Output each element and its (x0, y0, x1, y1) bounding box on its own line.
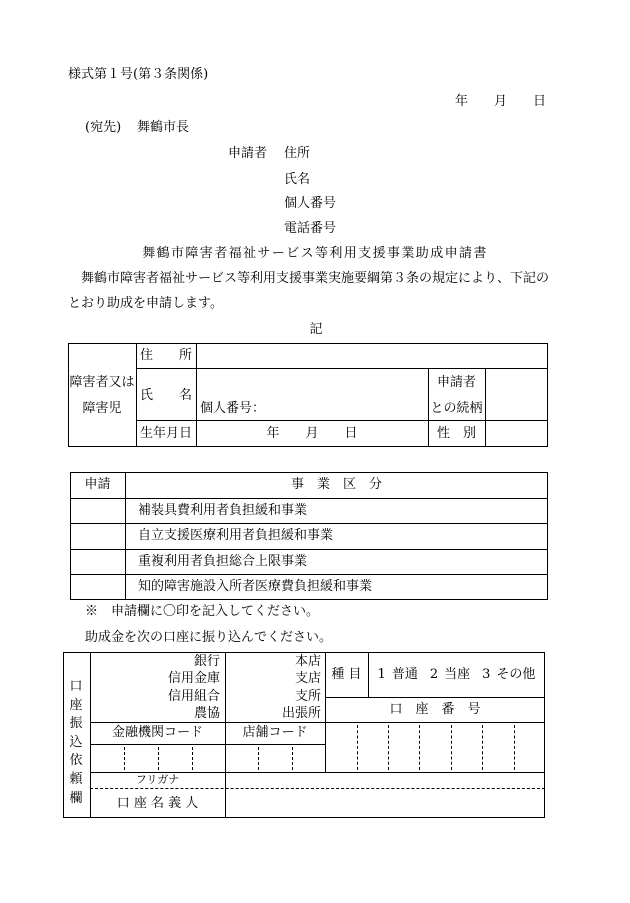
account-transfer-section-label: 口座振込依頼欄 (69, 679, 83, 806)
account-type-label: 種 目 (331, 667, 362, 682)
relationship-label-line-1: 申請者 (436, 375, 476, 390)
account-type-option-other (482, 667, 535, 683)
branch-type-head-office: 本店 (294, 654, 321, 669)
program-table (70, 472, 548, 600)
person-table (68, 343, 548, 447)
account-number-digit-box (388, 725, 419, 770)
account-number-digit-box (451, 725, 482, 770)
date-line: 年 月 日 (455, 94, 547, 109)
account-number-digit-box (326, 725, 357, 770)
account-holder-entry (226, 789, 544, 817)
divider (90, 744, 325, 745)
row-header-line-1: 障害者又は (69, 375, 135, 390)
body-line-2: とおり助成を申請します。 (68, 296, 223, 311)
account-number-digit-box (419, 725, 451, 770)
program-row (70, 574, 548, 600)
branch-code-digit-box (226, 747, 258, 770)
address-label: 住 所 (139, 348, 192, 363)
address-entry (197, 344, 547, 368)
apply-mark-cell (70, 523, 125, 549)
program-row (70, 549, 548, 574)
account-number-label: 口 座 番 号 (389, 702, 481, 717)
account-type-option-futsu (378, 667, 418, 683)
relationship-entry (486, 369, 547, 420)
furigana-entry (226, 773, 544, 788)
program-label: 補装具費利用者負担緩和事業 (138, 503, 308, 518)
apply-mark-cell (70, 498, 125, 523)
branch-type-branch: 支店 (294, 671, 321, 687)
applicant-phone-label: 電話番号 (284, 221, 337, 236)
institution-type-list (90, 653, 220, 722)
branch-code-digit-box (292, 747, 325, 770)
apply-column-header: 申請 (84, 477, 111, 492)
program-row (70, 523, 548, 549)
option-number: 1 (377, 667, 386, 682)
my-number-label: 個人番号： (200, 401, 266, 416)
institution-type-bank: 銀行 (193, 654, 220, 669)
program-label: 知的障害施設入所者医療費負担緩和事業 (138, 579, 373, 594)
bank-code-digit-box (192, 747, 225, 770)
option-label: 当座 (444, 667, 471, 682)
furigana-label: フリガナ (135, 773, 180, 786)
account-type-option-toza (430, 667, 470, 683)
birthdate-entry: 年 月 日 (266, 426, 358, 441)
bank-code-digit-box (158, 747, 192, 770)
option-label: その他 (496, 667, 536, 682)
apply-mark-cell (70, 574, 125, 600)
branch-type-agency: 出張所 (281, 705, 321, 721)
birthdate-label: 生年月日 (139, 426, 192, 441)
apply-instruction-note: ※ 申請欄に〇印を記入してください。 (85, 604, 320, 619)
form-number: 様式第１号(第３条関係) (68, 67, 209, 82)
program-row (70, 498, 548, 523)
option-number: 3 (482, 667, 491, 682)
account-number-digit-box (357, 725, 388, 770)
name-label: 氏 名 (139, 388, 192, 403)
branch-code-digit-box (258, 747, 292, 770)
account-number-digit-box (482, 725, 514, 770)
bank-code-digit-box (124, 747, 158, 770)
ki-heading: 記 (309, 322, 323, 337)
sex-label: 性 別 (436, 426, 476, 441)
institution-type-shinkin: 信用金庫 (167, 671, 220, 687)
applicant-label: 申請者 (228, 146, 268, 161)
branch-type-list (225, 653, 321, 722)
apply-mark-cell (70, 549, 125, 574)
option-number: 2 (429, 667, 439, 682)
branch-code-label: 店舗コード (242, 725, 308, 740)
institution-type-credit-union: 信用組合 (167, 688, 220, 704)
bank-code-label: 金融機関コード (111, 725, 203, 740)
program-label: 自立支援医療利用者負担緩和事業 (138, 528, 334, 543)
applicant-name-label: 氏名 (284, 172, 311, 187)
bank-code-digit-box (91, 747, 124, 770)
sex-entry (486, 421, 547, 446)
relationship-label-line-2: との続柄 (430, 401, 483, 416)
account-holder-label: 口 座 名 義 人 (116, 796, 199, 811)
bank-transfer-table (63, 652, 545, 818)
option-label: 普通 (391, 667, 418, 682)
transfer-instruction-note: 助成金を次の口座に振り込んでください。 (85, 630, 333, 645)
applicant-my-number-label: 個人番号 (284, 196, 337, 211)
addressee: 舞鶴市長 (137, 120, 190, 135)
body-line-1: 舞鶴市障害者福祉サービス等利用支援事業実施要綱第３条の規定により、下記の (68, 271, 550, 286)
row-header-line-2: 障害児 (82, 401, 122, 416)
program-category-header: 事 業 区 分 (290, 477, 382, 492)
program-label: 重複利用者負担総合上限事業 (138, 554, 308, 569)
institution-type-ja: 農協 (193, 705, 220, 721)
branch-type-sub-branch: 支所 (294, 688, 321, 704)
applicant-address-label: 住所 (284, 146, 311, 161)
account-type-options (368, 667, 545, 683)
addressee-label: (宛先) (85, 120, 122, 135)
form-title: 舞鶴市障害者福祉サービス等利用支援事業助成申請書 (142, 246, 488, 261)
account-number-digit-box (514, 725, 544, 770)
divider (325, 697, 545, 698)
